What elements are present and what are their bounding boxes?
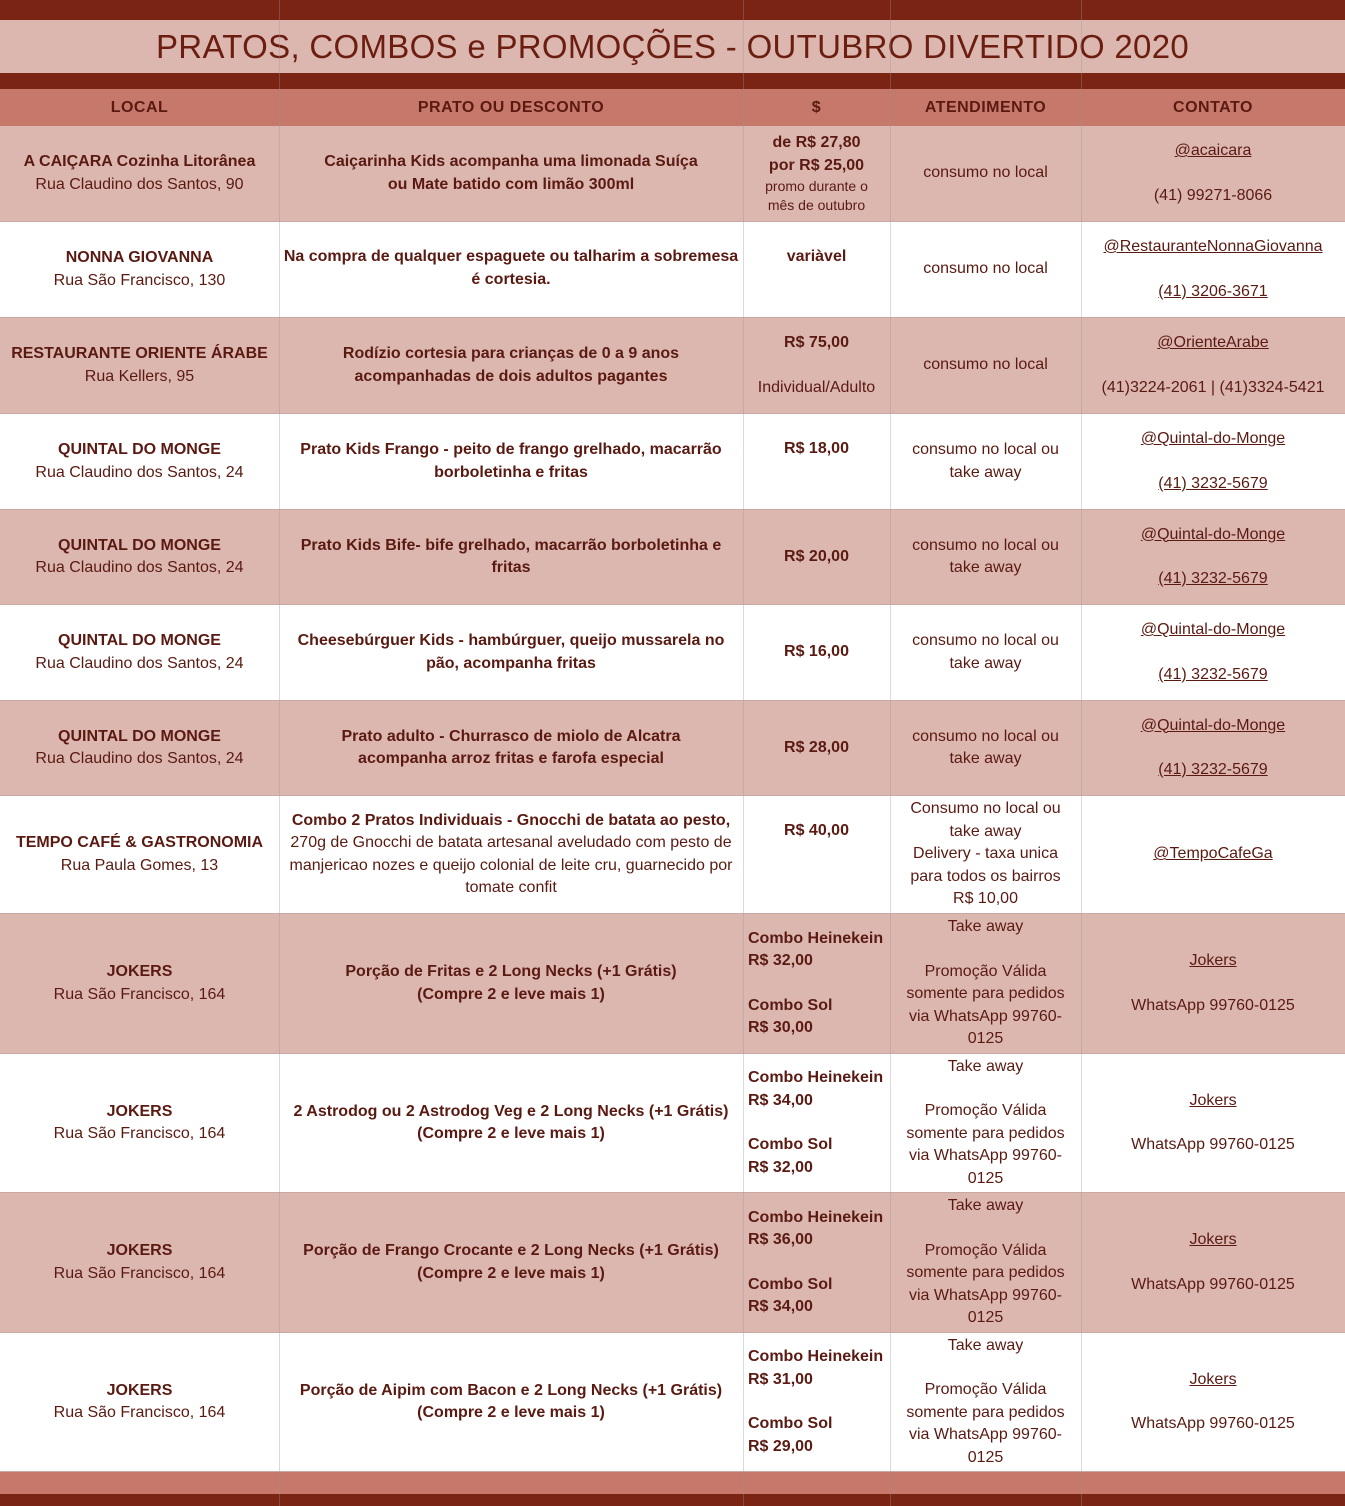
dish-cell bbox=[279, 222, 743, 317]
contact-cell bbox=[1081, 1333, 1345, 1471]
header-local: LOCAL bbox=[110, 98, 169, 116]
local-cell bbox=[0, 1333, 279, 1471]
table-row bbox=[0, 1054, 1345, 1193]
table-footer-row bbox=[0, 1472, 1345, 1494]
restaurant-name: QUINTAL DO MONGE bbox=[58, 536, 221, 554]
contact-phone-link[interactable]: (41) 3232-5679 bbox=[1158, 761, 1268, 778]
price-value: R$ 75,00 bbox=[784, 334, 849, 351]
restaurant-address: Rua São Francisco, 164 bbox=[53, 985, 226, 1003]
dish-detail: (Compre 2 e leve mais 1) bbox=[417, 1264, 605, 1282]
title-bar bbox=[0, 20, 1345, 73]
dish-detail: (Compre 2 e leve mais 1) bbox=[417, 985, 605, 1003]
contact-phone-link[interactable]: (41) 3232-5679 bbox=[1158, 570, 1268, 587]
table-row bbox=[0, 414, 1345, 510]
service-cell bbox=[890, 510, 1081, 604]
restaurant-address: Rua Claudino dos Santos, 90 bbox=[35, 175, 244, 193]
service-detail: Delivery - taxa unica para todos os bairros R$ 10,00 bbox=[910, 845, 1061, 908]
combo-2-price: R$ 29,00 bbox=[748, 1437, 813, 1455]
price-value: variàvel bbox=[786, 248, 847, 265]
service-text: consumo no local bbox=[923, 164, 1048, 182]
price-cell bbox=[743, 1333, 890, 1471]
local-cell bbox=[0, 1193, 279, 1332]
service-cell bbox=[890, 318, 1081, 413]
price-cell bbox=[743, 796, 890, 913]
restaurant-address: Rua Claudino dos Santos, 24 bbox=[35, 654, 244, 672]
price-value: R$ 16,00 bbox=[784, 643, 849, 661]
contact-cell bbox=[1081, 126, 1345, 221]
restaurant-name: JOKERS bbox=[106, 1381, 173, 1399]
local-cell bbox=[0, 1054, 279, 1192]
page-title: PRATOS, COMBOS e PROMOÇÕES - OUTUBRO DIVERTIDO 2020 bbox=[156, 27, 1189, 65]
contact-phone: WhatsApp 99760-0125 bbox=[1131, 1415, 1295, 1432]
table-row bbox=[0, 914, 1345, 1054]
price-value: R$ 28,00 bbox=[784, 738, 849, 756]
contact-cell bbox=[1081, 605, 1345, 700]
dish-description: Porção de Fritas e 2 Long Necks (+1 Grátis) bbox=[345, 963, 677, 980]
price-cell bbox=[743, 510, 890, 604]
contact-handle-link[interactable]: @Quintal-do-Monge bbox=[1140, 716, 1286, 734]
header-preco: $ bbox=[811, 98, 822, 116]
restaurant-address: Rua São Francisco, 130 bbox=[53, 271, 226, 289]
price-cell bbox=[743, 605, 890, 700]
column-divider bbox=[743, 0, 744, 1506]
local-cell bbox=[0, 510, 279, 604]
contact-handle-link[interactable]: Jokers bbox=[1189, 1091, 1237, 1109]
service-cell bbox=[890, 1054, 1081, 1192]
column-divider bbox=[1081, 0, 1082, 1506]
restaurant-address: Rua Claudino dos Santos, 24 bbox=[35, 750, 244, 767]
dish-description: Cheesebúrguer Kids - hambúrguer, queijo mussarela no pão, acompanha fritas bbox=[297, 632, 725, 672]
service-cell bbox=[890, 222, 1081, 317]
combo-1-price: R$ 32,00 bbox=[748, 952, 813, 969]
restaurant-name: JOKERS bbox=[106, 1242, 173, 1259]
contact-handle-link[interactable]: @Quintal-do-Monge bbox=[1140, 525, 1286, 543]
service-cell bbox=[890, 605, 1081, 700]
price-original: de R$ 27,80 bbox=[772, 134, 861, 151]
price-cell bbox=[743, 318, 890, 413]
price-unit: Individual/Adulto bbox=[757, 378, 876, 396]
contact-cell bbox=[1081, 318, 1345, 413]
contact-phone: (41) 99271-8066 bbox=[1153, 186, 1273, 204]
restaurant-address: Rua São Francisco, 164 bbox=[53, 1264, 226, 1282]
price-cell bbox=[743, 126, 890, 221]
price-cell bbox=[743, 1193, 890, 1332]
combo-1-name: Combo Heinekein bbox=[748, 1208, 884, 1226]
contact-cell bbox=[1081, 222, 1345, 317]
price-promo: por R$ 25,00 bbox=[768, 156, 865, 174]
local-cell bbox=[0, 796, 279, 913]
dish-detail: 270g de Gnocchi de batata artesanal aveludado com pesto de manjericao nozes e queijo colonial de leite cru, guarnecido por tomate confit bbox=[289, 834, 733, 896]
price-note: promo durante o mês de outubro bbox=[765, 178, 868, 213]
contact-cell bbox=[1081, 701, 1345, 795]
price-cell bbox=[743, 414, 890, 509]
contact-cell bbox=[1081, 1054, 1345, 1192]
service-detail: Promoção Válida somente para pedidos via WhatsApp 99760-0125 bbox=[906, 1241, 1065, 1327]
dish-cell bbox=[279, 510, 743, 604]
combo-1-price: R$ 34,00 bbox=[748, 1091, 813, 1109]
restaurant-address: Rua Claudino dos Santos, 24 bbox=[35, 463, 244, 481]
contact-cell bbox=[1081, 796, 1345, 913]
table-row bbox=[0, 222, 1345, 318]
restaurant-address: Rua Kellers, 95 bbox=[84, 367, 195, 385]
service-cell bbox=[890, 126, 1081, 221]
local-cell bbox=[0, 318, 279, 413]
restaurant-name: JOKERS bbox=[106, 1102, 173, 1120]
contact-cell bbox=[1081, 414, 1345, 509]
service-text: Consumo no local ou take away bbox=[910, 800, 1061, 840]
contact-handle-link[interactable]: Jokers bbox=[1189, 1370, 1237, 1388]
price-value: R$ 18,00 bbox=[784, 440, 849, 457]
combo-1-price: R$ 31,00 bbox=[748, 1370, 813, 1388]
restaurant-name: A CAIÇARA Cozinha Litorânea bbox=[23, 153, 256, 170]
combo-2-price: R$ 34,00 bbox=[748, 1298, 813, 1315]
column-divider bbox=[279, 0, 280, 1506]
combo-2-price: R$ 32,00 bbox=[748, 1158, 813, 1176]
combo-1-name: Combo Heinekein bbox=[748, 1069, 884, 1086]
service-text: consumo no local bbox=[923, 260, 1048, 278]
combo-2-name: Combo Sol bbox=[748, 1275, 833, 1293]
dish-description: Caiçarinha Kids acompanha uma limonada Suíça ou Mate batido com limão 300ml bbox=[324, 153, 698, 193]
dish-detail: (Compre 2 e leve mais 1) bbox=[417, 1404, 605, 1421]
restaurant-address: Rua São Francisco, 164 bbox=[53, 1404, 226, 1421]
dish-description: Na compra de qualquer espaguete ou talharim a sobremesa é cortesia. bbox=[283, 248, 739, 288]
contact-handle-link[interactable]: @OrienteArabe bbox=[1157, 334, 1269, 351]
restaurant-address: Rua Claudino dos Santos, 24 bbox=[35, 559, 244, 576]
dish-cell bbox=[279, 605, 743, 700]
service-cell bbox=[890, 1193, 1081, 1332]
service-cell bbox=[890, 701, 1081, 795]
service-cell bbox=[890, 414, 1081, 509]
service-text: Take away bbox=[947, 1336, 1024, 1354]
contact-cell bbox=[1081, 510, 1345, 604]
local-cell bbox=[0, 914, 279, 1053]
dish-cell bbox=[279, 1193, 743, 1332]
contact-phone: WhatsApp 99760-0125 bbox=[1131, 1275, 1295, 1293]
dish-description: Rodízio cortesia para crianças de 0 a 9 anos acompanhadas de dois adultos pagantes bbox=[342, 345, 680, 385]
header-prato: PRATO OU DESCONTO bbox=[417, 98, 605, 116]
price-cell bbox=[743, 701, 890, 795]
combo-2-name: Combo Sol bbox=[748, 1415, 833, 1432]
dish-description: Prato Kids Bife- bife grelhado, macarrão borboletinha e fritas bbox=[300, 536, 722, 576]
restaurant-name: RESTAURANTE ORIENTE ÁRABE bbox=[11, 345, 268, 362]
contact-phone: (41)3224-2061 | (41)3324-5421 bbox=[1101, 378, 1325, 396]
restaurant-name: QUINTAL DO MONGE bbox=[58, 727, 221, 745]
price-cell bbox=[743, 914, 890, 1053]
restaurant-name: JOKERS bbox=[106, 963, 173, 980]
combo-1-price: R$ 36,00 bbox=[748, 1231, 813, 1248]
restaurant-address: Rua São Francisco, 164 bbox=[53, 1125, 226, 1142]
combo-1-name: Combo Heinekein bbox=[748, 1348, 884, 1365]
service-detail: Promoção Válida somente para pedidos via WhatsApp 99760-0125 bbox=[906, 1381, 1065, 1466]
service-text: Take away bbox=[947, 1197, 1024, 1215]
restaurant-address: Rua Paula Gomes, 13 bbox=[60, 856, 219, 874]
contact-handle-link[interactable]: Jokers bbox=[1189, 952, 1237, 969]
contact-handle-link[interactable]: @Quintal-do-Monge bbox=[1140, 621, 1286, 638]
service-detail: Promoção Válida somente para pedidos via WhatsApp 99760-0125 bbox=[906, 962, 1065, 1048]
table-row bbox=[0, 126, 1345, 222]
header-atendimento: ATENDIMENTO bbox=[924, 98, 1047, 116]
service-text: consumo no local ou take away bbox=[912, 441, 1059, 481]
table-row bbox=[0, 701, 1345, 796]
contact-phone-link[interactable]: (41) 3232-5679 bbox=[1158, 474, 1268, 492]
combo-1-name: Combo Heinekein bbox=[748, 929, 884, 947]
service-detail: Promoção Válida somente para pedidos via WhatsApp 99760-0125 bbox=[906, 1102, 1065, 1187]
restaurant-name: NONNA GIOVANNA bbox=[65, 249, 214, 266]
service-text: consumo no local bbox=[923, 356, 1048, 374]
contact-cell bbox=[1081, 1193, 1345, 1332]
service-text: Take away bbox=[947, 918, 1024, 936]
contact-handle-link[interactable]: @RestauranteNonnaGiovanna bbox=[1103, 238, 1323, 255]
dish-cell bbox=[279, 914, 743, 1053]
dish-cell bbox=[279, 701, 743, 795]
contact-phone-link[interactable]: (41) 3206-3671 bbox=[1158, 282, 1268, 300]
service-cell bbox=[890, 796, 1081, 913]
service-text: Take away bbox=[947, 1057, 1024, 1075]
local-cell bbox=[0, 605, 279, 700]
local-cell bbox=[0, 222, 279, 317]
dish-cell bbox=[279, 318, 743, 413]
contact-cell bbox=[1081, 914, 1345, 1053]
restaurant-name: QUINTAL DO MONGE bbox=[58, 441, 221, 458]
dish-description: Porção de Aipim com Bacon e 2 Long Necks (+1 Grátis) bbox=[299, 1381, 723, 1399]
dish-description: Porção de Frango Crocante e 2 Long Necks (+1 Grátis) bbox=[303, 1242, 719, 1259]
top-border-bar bbox=[0, 0, 1345, 20]
restaurant-name: QUINTAL DO MONGE bbox=[58, 632, 221, 649]
dish-description: Prato Kids Frango - peito de frango grelhado, macarrão borboletinha e fritas bbox=[300, 441, 722, 481]
dish-cell bbox=[279, 414, 743, 509]
dish-cell bbox=[279, 796, 743, 913]
dish-cell bbox=[279, 1333, 743, 1471]
restaurant-name: TEMPO CAFÉ & GASTRONOMIA bbox=[15, 834, 264, 851]
local-cell bbox=[0, 126, 279, 221]
service-cell bbox=[890, 1333, 1081, 1471]
service-text: consumo no local ou take away bbox=[912, 632, 1059, 672]
local-cell bbox=[0, 414, 279, 509]
table-row bbox=[0, 1193, 1345, 1333]
contact-phone: WhatsApp 99760-0125 bbox=[1131, 1136, 1295, 1153]
dish-description: Combo 2 Pratos Individuais - Gnocchi de batata ao pesto, bbox=[291, 811, 731, 829]
combo-2-price: R$ 30,00 bbox=[748, 1019, 813, 1036]
price-value: R$ 40,00 bbox=[784, 822, 849, 839]
dish-detail: (Compre 2 e leve mais 1) bbox=[417, 1125, 605, 1142]
table-row bbox=[0, 1333, 1345, 1472]
service-cell bbox=[890, 914, 1081, 1053]
table-row bbox=[0, 510, 1345, 605]
service-text: consumo no local ou take away bbox=[912, 727, 1059, 767]
column-divider bbox=[890, 0, 891, 1506]
contact-phone-link[interactable]: (41) 3232-5679 bbox=[1158, 665, 1268, 683]
combo-2-name: Combo Sol bbox=[748, 1136, 833, 1153]
dish-cell bbox=[279, 126, 743, 221]
contact-handle-link[interactable]: @Quintal-do-Monge bbox=[1140, 430, 1286, 447]
dish-description: Prato adulto - Churrasco de miolo de Alcatra acompanha arroz fritas e farofa especial bbox=[341, 727, 681, 767]
bottom-border-bar bbox=[0, 1494, 1345, 1506]
dish-description: 2 Astrodog ou 2 Astrodog Veg e 2 Long Necks (+1 Grátis) bbox=[293, 1102, 729, 1120]
combo-2-name: Combo Sol bbox=[748, 996, 833, 1014]
table-row bbox=[0, 796, 1345, 914]
table-row bbox=[0, 605, 1345, 701]
title-divider-bar bbox=[0, 73, 1345, 89]
header-contato: CONTATO bbox=[1173, 98, 1253, 116]
contact-phone: WhatsApp 99760-0125 bbox=[1131, 996, 1295, 1014]
service-text: consumo no local ou take away bbox=[912, 536, 1059, 576]
dish-cell bbox=[279, 1054, 743, 1192]
contact-handle-link[interactable]: @acaicara bbox=[1174, 142, 1252, 159]
price-cell bbox=[743, 222, 890, 317]
price-cell bbox=[743, 1054, 890, 1192]
table-row bbox=[0, 318, 1345, 414]
contact-handle-link[interactable]: @TempoCafeGa bbox=[1153, 845, 1273, 863]
price-value: R$ 20,00 bbox=[784, 547, 849, 565]
local-cell bbox=[0, 701, 279, 795]
contact-handle-link[interactable]: Jokers bbox=[1189, 1231, 1237, 1248]
